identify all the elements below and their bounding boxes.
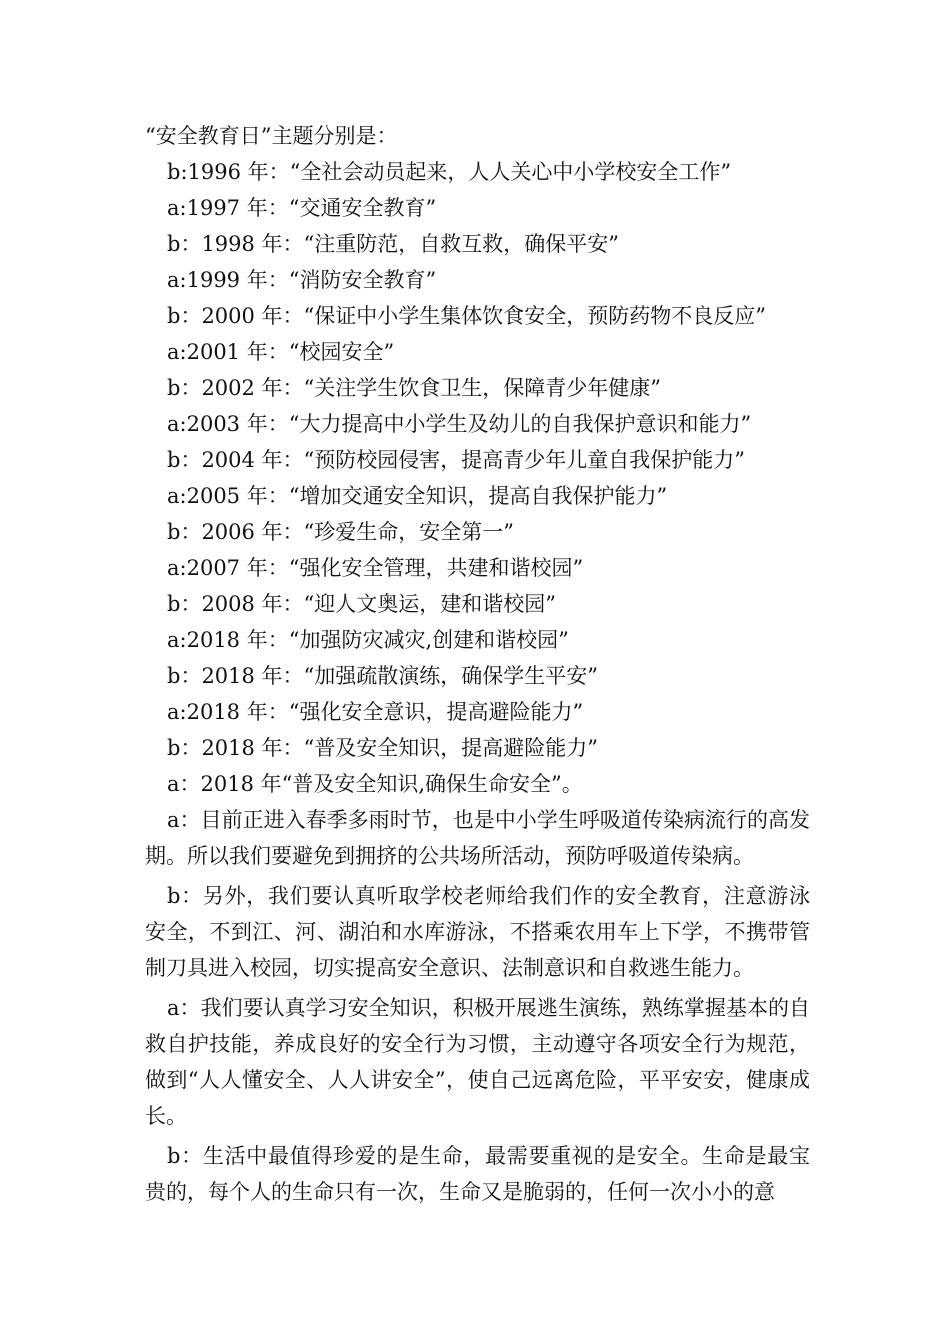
theme-list bbox=[145, 154, 810, 802]
theme-list-item: b:1996 年：“全社会动员起来，人人关心中小学校安全工作” bbox=[167, 160, 732, 184]
theme-list-item: b：2018 年：“加强疏散演练，确保学生平安” bbox=[167, 664, 599, 688]
body-paragraph: b：生活中最值得珍爱的是生命，最需要重视的是安全。生命是最宝贵的，每个人的生命只有一次，生命又是脆弱的，任何一次小小的意 bbox=[145, 1144, 810, 1204]
body-paragraph: a：目前正进入春季多雨时节，也是中小学生呼吸道传染病流行的高发期。所以我们要避免到拥挤的公共场所活动，预防呼吸道传染病。 bbox=[145, 808, 810, 868]
theme-list-item: b：2006 年：“珍爱生命，安全第一” bbox=[167, 520, 515, 544]
theme-list-item: a:2005 年：“增加交通安全知识，提高自我保护能力” bbox=[167, 484, 668, 508]
theme-list-item: b：2004 年：“预防校园侵害，提高青少年儿童自我保护能力” bbox=[167, 448, 746, 472]
theme-list-item: b：2002 年：“关注学生饮食卫生，保障青少年健康” bbox=[167, 376, 662, 400]
body-paragraph: a：我们要认真学习安全知识，积极开展逃生演练，熟练掌握基本的自救自护技能，养成良好的安全行为习惯，主动遵守各项安全行为规范，做到“人人懂安全、人人讲安全”，使自己远离危险，平平安安，健康成长。 bbox=[145, 996, 810, 1128]
document-body bbox=[145, 118, 810, 1214]
theme-list-item: a：2018 年“普及安全知识,确保生命安全”。 bbox=[167, 772, 583, 796]
theme-list-item: a:1999 年：“消防安全教育” bbox=[167, 268, 437, 292]
theme-list-item: b：2018 年：“普及安全知识，提高避险能力” bbox=[167, 736, 599, 760]
theme-list-item: a:2007 年：“强化安全管理，共建和谐校园” bbox=[167, 556, 584, 580]
body-paragraph: b：另外，我们要认真听取学校老师给我们作的安全教育，注意游泳安全，不到江、河、湖泊和水库游泳，不搭乘农用车上下学，不携带管制刀具进入校园，切实提高安全意识、法制意识和自救逃生能力。 bbox=[145, 884, 810, 980]
theme-list-item: a:2018 年：“强化安全意识，提高避险能力” bbox=[167, 700, 584, 724]
theme-list-item: a:2003 年：“大力提高中小学生及幼儿的自我保护意识和能力” bbox=[167, 412, 752, 436]
theme-list-item: b：1998 年：“注重防范，自救互救，确保平安” bbox=[167, 232, 620, 256]
theme-list-item: b：2000 年：“保证中小学生集体饮食安全，预防药物不良反应” bbox=[167, 304, 767, 328]
theme-list-item: a:2018 年：“加强防灾减灾,创建和谐校园” bbox=[167, 628, 569, 652]
theme-heading: “安全教育日”主题分别是： bbox=[145, 124, 398, 148]
theme-list-item: a:1997 年：“交通安全教育” bbox=[167, 196, 437, 220]
theme-list-item: b：2008 年：“迎人文奥运，建和谐校园” bbox=[167, 592, 557, 616]
theme-list-item: a:2001 年：“校园安全” bbox=[167, 340, 395, 364]
